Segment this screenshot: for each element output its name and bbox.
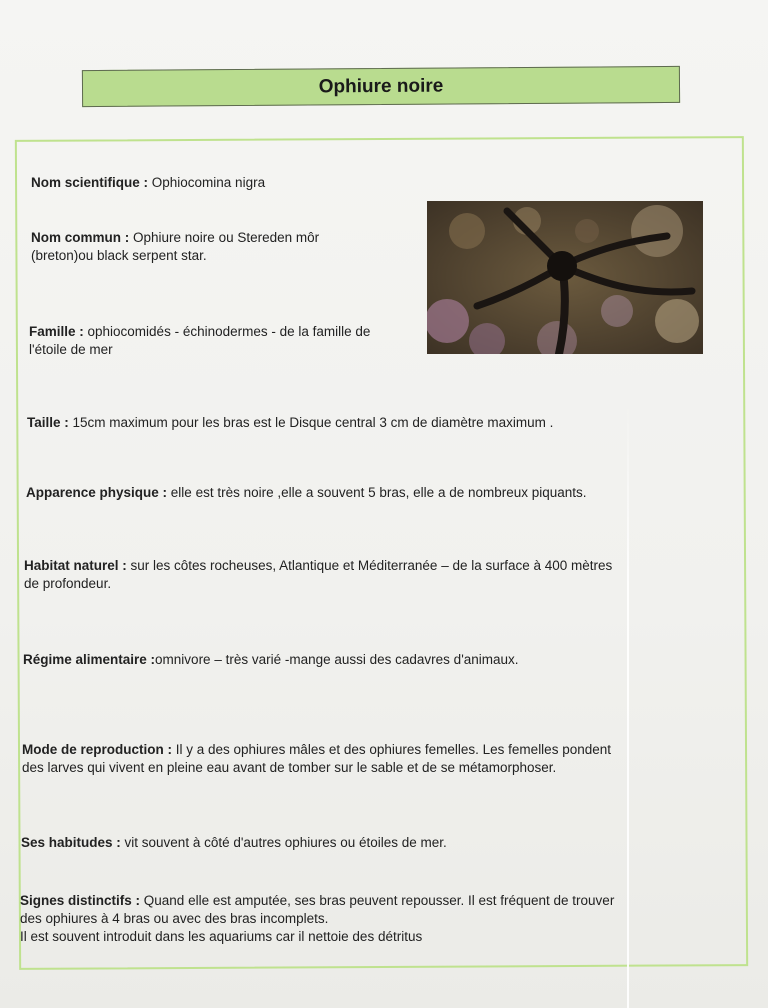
field-habitat [24, 557, 612, 593]
field-label: Taille : [27, 415, 69, 430]
field-value: vit souvent à côté d'autres ophiures ou étoiles de mer. [120, 835, 447, 850]
field-label: Ses habitudes : [21, 835, 121, 850]
field-common-name [31, 229, 319, 265]
field-value: 15cm maximum pour les bras est le Disque central 3 cm de diamètre maximum . [68, 415, 554, 430]
title-banner [82, 66, 680, 107]
field-label: Famille : [29, 324, 84, 339]
field-diet [23, 651, 519, 669]
photo-image [427, 201, 703, 354]
field-value-line3: Il est souvent introduit dans les aquariums car il nettoie des détritus [20, 929, 423, 944]
field-appearance [26, 484, 587, 502]
field-value: Quand elle est amputée, ses bras peuvent repousser. Il est fréquent de trouver [140, 893, 615, 908]
field-label: Régime alimentaire : [23, 652, 156, 667]
field-value-line2: l'étoile de mer [29, 342, 113, 357]
page-title: Ophiure noire [318, 75, 444, 97]
field-value: Ophiocomina nigra [148, 175, 266, 190]
field-value-line2: des ophiures à 4 bras ou avec des bras incomplets. [20, 911, 329, 926]
field-distinctive-signs [20, 892, 614, 946]
field-label: Nom commun : [31, 230, 130, 245]
field-family [29, 323, 370, 359]
field-value: ophiocomidés - échinodermes - de la famille de [83, 324, 371, 339]
field-value-line2: (breton)ou black serpent star. [31, 248, 207, 263]
paper-fold-line [627, 400, 629, 1008]
field-value: Il y a des ophiures mâles et des ophiures femelles. Les femelles pondent [172, 742, 611, 757]
field-value: Ophiure noire ou Stereden môr [129, 230, 320, 245]
field-scientific-name [31, 174, 265, 192]
field-label: Nom scientifique : [31, 175, 149, 190]
field-habits [21, 834, 447, 852]
field-size [27, 414, 553, 432]
field-label: Apparence physique : [26, 485, 168, 500]
field-value: omnivore – très varié -mange aussi des cadavres d'animaux. [155, 652, 519, 667]
field-reproduction [22, 741, 611, 777]
brittle-star-photo [427, 201, 703, 354]
field-value-line2: de profondeur. [24, 576, 112, 591]
field-label: Habitat naturel : [24, 558, 127, 573]
field-value: elle est très noire ,elle a souvent 5 bras, elle a de nombreux piquants. [167, 485, 587, 500]
field-value-line2: des larves qui vivent en pleine eau avant de tomber sur le sable et de se métamorphoser. [22, 760, 557, 775]
field-label: Mode de reproduction : [22, 742, 172, 757]
field-value: sur les côtes rocheuses, Atlantique et Méditerranée – de la surface à 400 mètres [126, 558, 613, 573]
field-label: Signes distinctifs : [20, 893, 141, 908]
